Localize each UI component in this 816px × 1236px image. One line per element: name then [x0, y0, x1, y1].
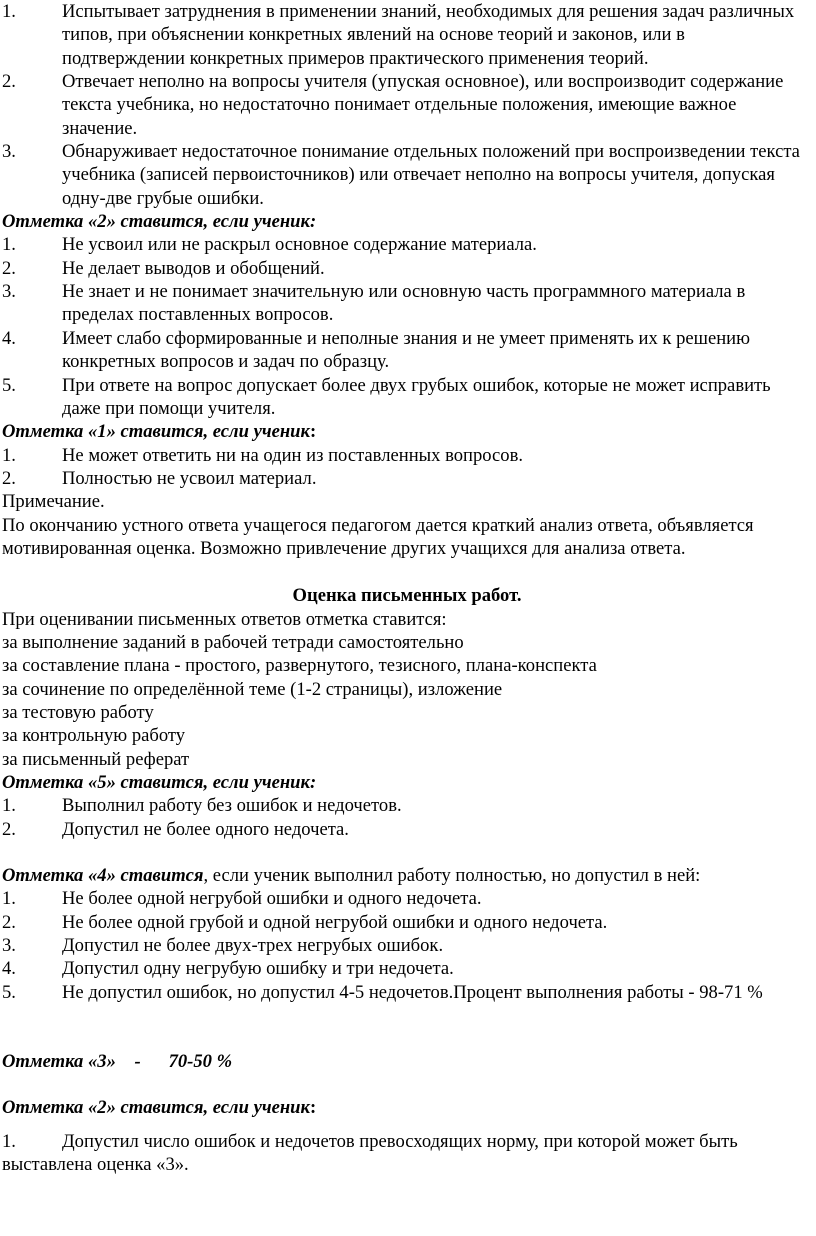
list-item [2, 794, 812, 817]
mark2-written-heading [2, 1096, 812, 1119]
mark4-written-heading [2, 864, 812, 887]
list-text: Допустил одну негрубую ошибку и три недочета. [62, 958, 454, 980]
written-form-line: за составление плана - простого, развернутого, тезисного, плана-конспекта [2, 655, 597, 677]
spacer [2, 1073, 812, 1096]
list-text: Испытывает затруднения в применении знаний, необходимых для решения задач различных типов, при объяснении конкретных явлений на основе теорий и законов, или в подтверждении конкретных примеров практического применения теорий. [62, 1, 795, 69]
criteria-list-mark3-oral [2, 0, 812, 210]
list-text: Не более одной негрубой ошибки и одного недочета. [62, 888, 482, 910]
list-number: 1. [2, 888, 16, 910]
mark1-heading-colon: : [309, 421, 317, 443]
written-form-line: за письменный реферат [2, 748, 190, 770]
list-number: 2. [2, 71, 16, 93]
mark1-heading-text: Отметка «1» ставится, если ученик [2, 421, 310, 443]
criteria-list-mark4-written [2, 887, 812, 1004]
list-number: 4. [2, 327, 16, 349]
list-number: 2. [2, 257, 16, 279]
list-item [2, 0, 812, 70]
list-number: 2. [2, 911, 16, 933]
list-number: 1. [2, 444, 16, 466]
spacer [2, 560, 812, 584]
list-text: Имеет слабо сформированные и неполные знания и не умеет применять их к решению конкретных вопросов и задач по образцу. [62, 327, 750, 373]
list-number: 5. [2, 374, 16, 396]
list-item [2, 257, 812, 280]
list-number: 1. [2, 1130, 16, 1152]
list-item [2, 818, 812, 841]
criteria-list-mark2-oral [2, 233, 812, 420]
list-item [2, 934, 812, 957]
written-intro: При оценивании письменных ответов отметка ставится: [2, 608, 447, 630]
criteria-list-mark1-oral [2, 444, 812, 491]
list-number: 3. [2, 935, 16, 957]
list-number: 2. [2, 818, 16, 840]
spacer [2, 1004, 812, 1050]
written-form-line: за выполнение заданий в рабочей тетради самостоятельно [2, 631, 464, 653]
list-item [2, 911, 812, 934]
list-text: Отвечает неполно на вопросы учителя (упуская основное), или воспроизводит содержание текста учебника, но недостаточно понимает отдельные положения, имеющие важное значение. [62, 71, 784, 139]
list-item [2, 280, 812, 327]
list-text: Не знает и не понимает значительную или основную часть программного материала в пределах поставленных вопросов. [62, 281, 746, 326]
list-text: Полностью не усвоил материал. [62, 467, 317, 489]
list-number: 1. [2, 795, 16, 817]
section-title: Оценка письменных работ. [292, 585, 522, 607]
list-text: Не делает выводов и обобщений. [62, 257, 325, 279]
list-item [2, 444, 812, 467]
mark2-oral-heading: Отметка «2» ставится, если ученик: [2, 211, 317, 233]
written-forms-list [2, 631, 812, 771]
list-number: 1. [2, 1, 16, 22]
list-item [2, 374, 812, 421]
list-text: При ответе на вопрос допускает более двух грубых ошибок, которые не может исправить даже при помощи учителя. [62, 374, 771, 419]
list-number: 3. [2, 141, 16, 163]
mark4-heading-text: Отметка «4» ставится [2, 865, 204, 887]
note-text: По окончанию устного ответа учащегося педагогом дается краткий анализ ответа, объявляется мотивированная оценка. Возможно привлечение других учащихся для анализа ответа. [2, 514, 754, 559]
mark1-oral-heading [2, 420, 812, 443]
written-form-line: за контрольную работу [2, 725, 186, 747]
spacer [2, 1120, 812, 1130]
list-number: 1. [2, 234, 16, 256]
list-text: Не допустил ошибок, но допустил 4-5 недочетов.Процент выполнения работы - 98-71 % [62, 981, 763, 1003]
list-text: Допустил не более двух-трех негрубых ошибок. [62, 935, 444, 957]
list-item [2, 327, 812, 374]
mark4-heading-rest: , если ученик выполнил работу полностью, но допустил в ней: [203, 865, 701, 887]
spacer [2, 841, 812, 864]
list-item [2, 1130, 812, 1177]
mark5-written-heading: Отметка «5» ставится, если ученик: [2, 772, 317, 793]
list-text: Не усвоил или не раскрыл основное содержание материала. [62, 234, 537, 256]
mark3-written-line: Отметка «3» - 70-50 % [2, 1051, 233, 1073]
written-form-line: за тестовую работу [2, 701, 154, 723]
list-item [2, 140, 812, 210]
note-label: Примечание. [2, 491, 105, 513]
mark2-heading-colon: : [309, 1097, 317, 1119]
list-item [2, 887, 812, 910]
list-number: 2. [2, 467, 16, 489]
list-item [2, 70, 812, 140]
list-item [2, 957, 812, 980]
list-text: Обнаруживает недостаточное понимание отдельных положений при воспроизведении текста учебника (записей первоисточников) или отвечает неполно на вопросы учителя, допуская одну-две грубые ошибки. [62, 141, 800, 209]
list-item [2, 467, 812, 490]
criteria-list-mark2-written [2, 1130, 812, 1177]
mark2-heading-text: Отметка «2» ставится, если ученик [2, 1097, 310, 1119]
list-text: Выполнил работу без ошибок и недочетов. [62, 795, 402, 817]
list-number: 5. [2, 981, 16, 1003]
written-form-line: за сочинение по определённой теме (1-2 страницы), изложение [2, 678, 503, 700]
list-number: 4. [2, 958, 16, 980]
list-text: Не более одной грубой и одной негрубой ошибки и одного недочета. [62, 911, 608, 933]
list-item [2, 233, 812, 256]
list-number: 3. [2, 281, 16, 303]
list-item [2, 981, 812, 1004]
list-text: Допустил не более одного недочета. [62, 818, 349, 840]
list-text: Допустил число ошибок и недочетов превосходящих норму, при которой может быть выставлена оценка «3». [2, 1130, 738, 1176]
criteria-list-mark5-written [2, 794, 812, 841]
list-text: Не может ответить ни на один из поставленных вопросов. [62, 444, 524, 466]
